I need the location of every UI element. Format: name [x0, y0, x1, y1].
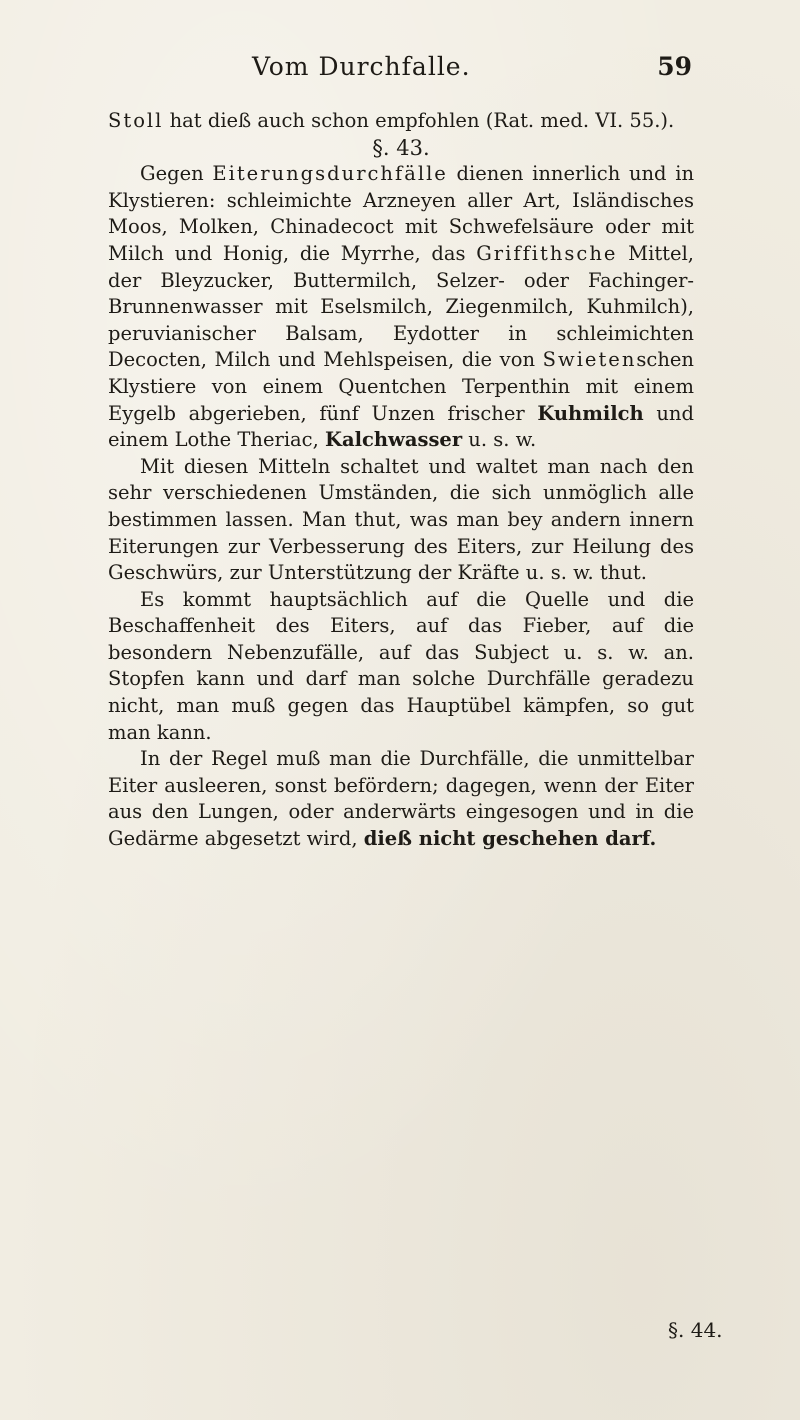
- author-name: Stoll: [108, 109, 164, 132]
- page-number: 59: [657, 52, 692, 81]
- emphasized-term: Kuhmilch: [537, 401, 644, 425]
- emphasized-term: Kalchwasser: [325, 428, 463, 452]
- emphasized-term: Swieten: [542, 348, 637, 372]
- running-head: Vom Durchfalle.: [252, 52, 471, 81]
- paragraph-text: und einem Lothe Theriac,: [108, 401, 694, 452]
- paragraph-means: Mit diesen Mitteln schaltet und waltet man nach den sehr verschiedenen Umständen, die sich unmöglich alle bestimmen lassen. Man thut, was man bey andern innern Eiterungen zur Verbesserung des Eiters, zur Heilung des Geschwürs, zur Unterstützung der Kräfte u. s. w. thut.: [108, 454, 694, 585]
- paragraph-rule: [108, 746, 694, 852]
- paragraph-remedies: [108, 161, 694, 454]
- paragraph-text: In der Regel muß man die Durchfälle, die unmittelbar Eiter ausleeren, sonst befördern; dagegen, wenn der Eiter aus den Lungen, oder anderwärts eingesogen und in die Gedärme abgesetzt wird,: [108, 747, 694, 851]
- emphasized-term: Eiterungsdurchfälle: [212, 162, 448, 186]
- emphasized-phrase: dieß nicht geschehen darf.: [363, 827, 657, 851]
- paragraph-text: Mittel, der Bleyzucker, Buttermilch, Selzer- oder Fachinger-Brunnenwasser mit Eselsmilch, Ziegenmilch, Kuhmilch), peruvianischer Balsam, Eydotter in schleimichten Decocten, Milch und Mehlspeisen, die von: [108, 241, 694, 372]
- catchword: §. 44.: [668, 1318, 723, 1342]
- paragraph-stoll: [108, 108, 694, 135]
- section-heading: §. 43.: [372, 135, 430, 160]
- page-header: [112, 52, 692, 92]
- paragraph-text: schen Klystiere von einem Quentchen Terpenthin mit einem Eygelb abgerieben, fünf Unzen frischer: [108, 348, 694, 425]
- paragraph-text: dienen innerlich und in Klystieren: schleimichte Arzneyen aller Art, Isländisches Moos, Molken, Chinadecoct mit Schwefelsäure oder mit Milch und Honig, die Myrrhe, das: [108, 162, 694, 265]
- paragraph-text: u. s. w.: [462, 428, 537, 452]
- page-body: [108, 108, 694, 853]
- paragraph-text: hat dieß auch schon empfohlen (Rat. med. VI. 55.).: [163, 109, 675, 132]
- emphasized-term: Griffithsche: [476, 241, 618, 265]
- paragraph-source: Es kommt hauptsächlich auf die Quelle und die Beschaffenheit des Eiters, auf das Fieber, auf die besondern Nebenzufälle, auf das Subject u. s. w. an. Stopfen kann und darf man solche Durchfälle geradezu nicht, man muß gegen das Hauptübel kämpfen, so gut man kann.: [108, 587, 694, 744]
- paragraph-text: Gegen: [140, 162, 213, 186]
